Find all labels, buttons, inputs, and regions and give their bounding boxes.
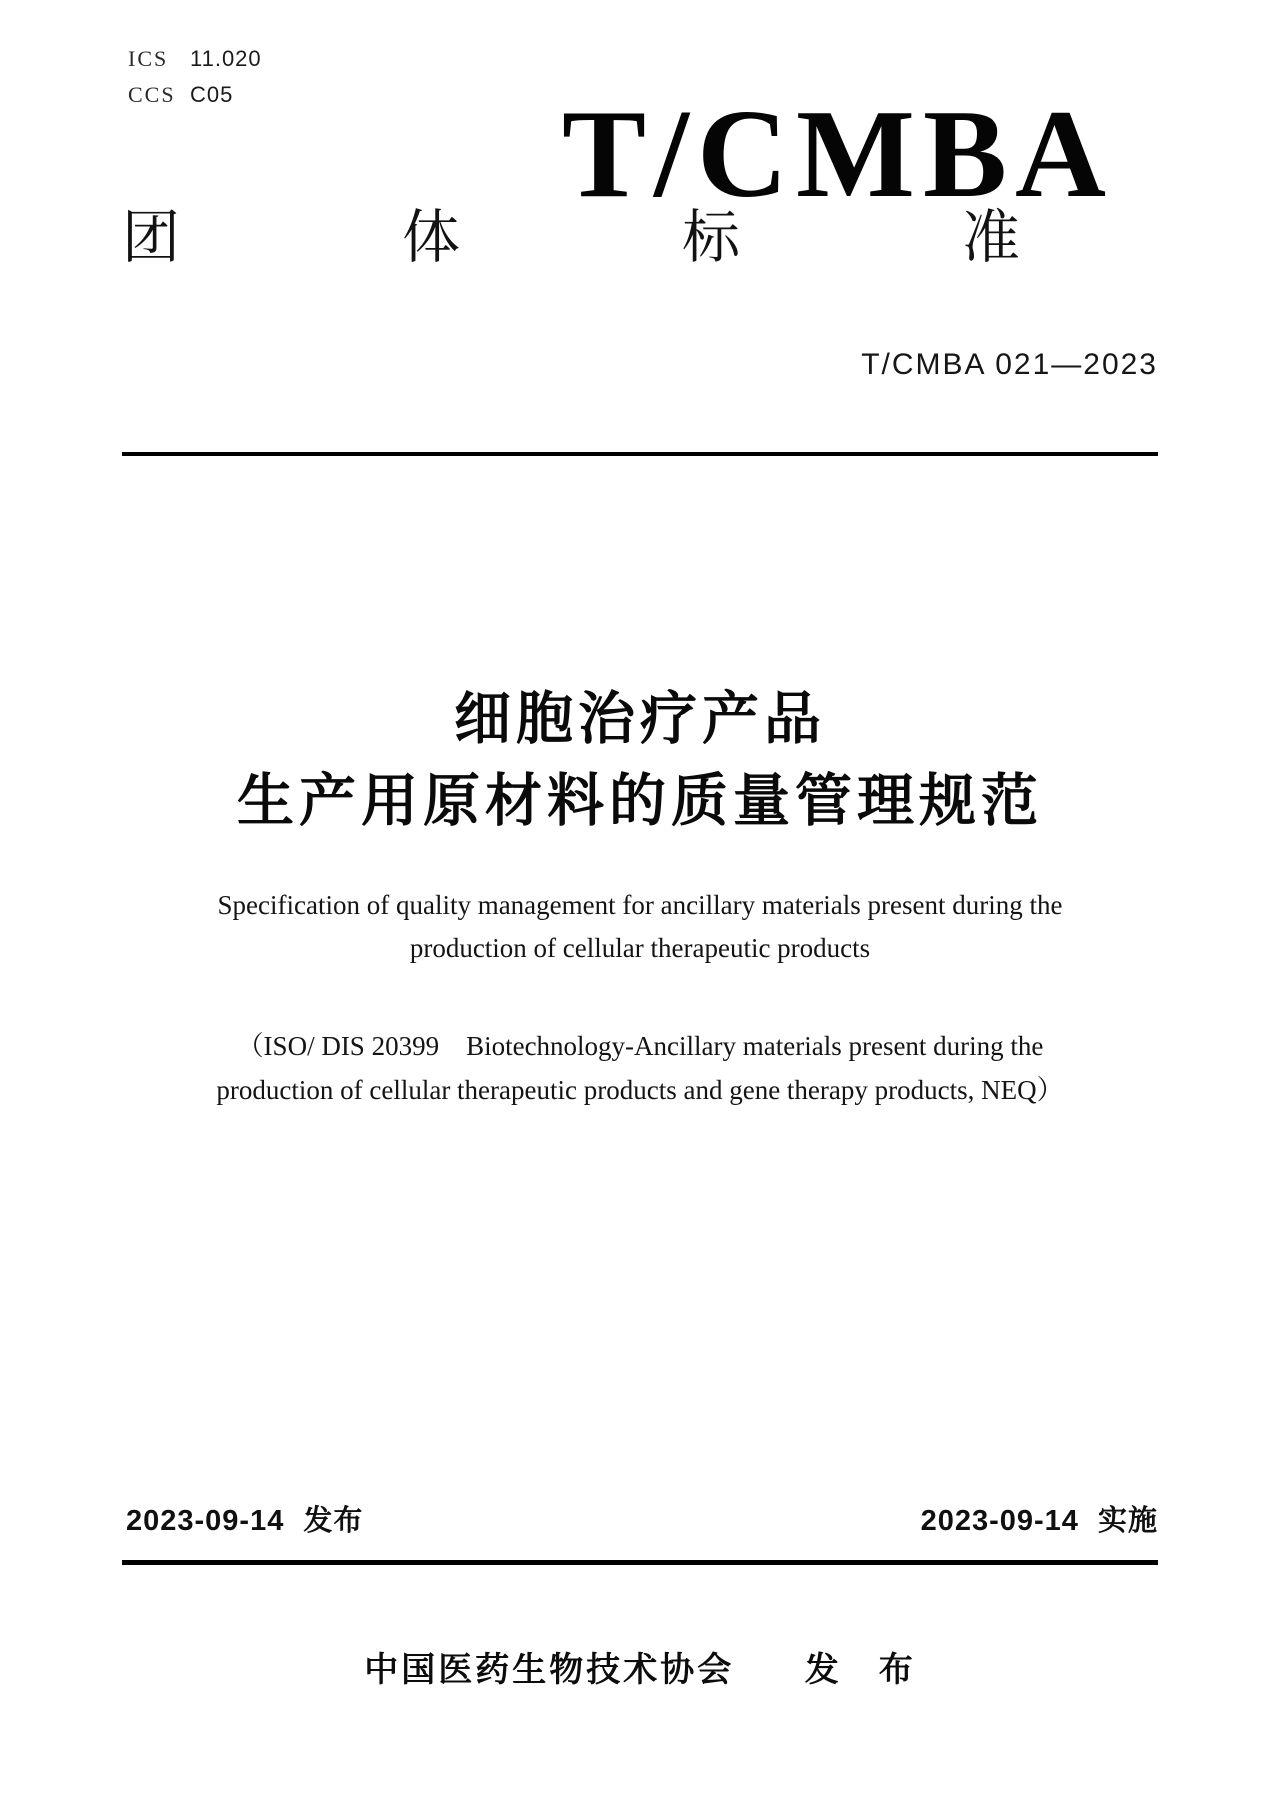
iso-note-line1: （ISO/ DIS 20399 Biotechnology-Ancillary materials present during the	[236, 1031, 1044, 1061]
standard-type-char-1: 团	[122, 205, 181, 270]
implementation-date: 2023-09-14	[920, 1505, 1079, 1537]
title-english	[80, 884, 1200, 970]
dates-row	[126, 1498, 1158, 1539]
issue-label: 发布	[303, 1505, 364, 1537]
title-english-line2: production of cellular therapeutic products	[409, 933, 871, 963]
ccs-value: C05	[190, 82, 234, 107]
issue-date: 2023-09-14	[126, 1505, 285, 1537]
bottom-divider-line	[122, 1560, 1158, 1565]
title-chinese	[0, 678, 1280, 842]
standard-type-char-4: 准	[961, 205, 1020, 270]
classification-codes	[128, 46, 262, 118]
iso-note-line2: production of cellular therapeutic products and gene therapy products, NEQ）	[216, 1075, 1064, 1105]
ics-value: 11.020	[190, 46, 262, 71]
publisher-name: 中国医药生物技术协会	[364, 1651, 735, 1689]
ics-code-row	[128, 46, 262, 72]
ics-label: ICS	[128, 46, 169, 71]
standard-number: T/CMBA 021—2023	[861, 348, 1158, 381]
title-chinese-line1: 细胞治疗产品	[454, 687, 826, 751]
tcmba-logotype: T/CMBA	[562, 85, 1114, 224]
implementation-date-group	[921, 1498, 1158, 1539]
standard-type-char-2: 体	[401, 205, 460, 270]
standard-type-row	[122, 206, 1020, 270]
top-divider-line	[122, 452, 1158, 456]
ccs-label: CCS	[128, 82, 176, 107]
implementation-label: 实施	[1097, 1505, 1158, 1537]
title-chinese-line2: 生产用原材料的质量管理规范	[237, 769, 1043, 833]
ccs-code-row	[128, 82, 262, 108]
title-english-line1: Specification of quality management for ancillary materials present during the	[217, 890, 1063, 920]
publisher-row	[0, 1642, 1280, 1691]
iso-equivalence-note	[80, 1024, 1200, 1112]
standard-type-char-3: 标	[681, 205, 740, 270]
issue-date-group	[126, 1498, 363, 1539]
publish-action-label: 发 布	[804, 1651, 916, 1689]
